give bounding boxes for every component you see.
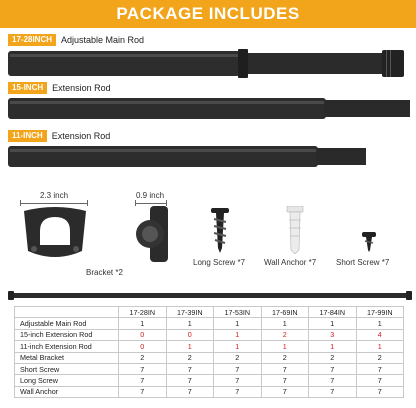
extension-rod-11-image	[8, 144, 412, 170]
table-row	[15, 341, 404, 352]
table-cell: 1	[214, 341, 262, 352]
rod-size-badge: 15-INCH	[8, 82, 47, 94]
long-screw-icon	[208, 208, 232, 254]
table-cell: 3	[309, 329, 357, 340]
depth-dimension-line	[135, 203, 167, 204]
rod-label-main	[8, 34, 144, 46]
table-cell: 7	[119, 375, 167, 386]
rod-name: Adjustable Main Rod	[61, 35, 145, 45]
bracket-front-icon	[20, 205, 90, 265]
table-cell: 2	[309, 352, 357, 363]
width-dimension-line	[20, 203, 88, 204]
table-cell: 7	[309, 363, 357, 374]
rod-size-badge: 17-28INCH	[8, 34, 56, 46]
rod-label-11	[8, 130, 110, 142]
table-cell: 0	[119, 329, 167, 340]
specification-table	[14, 306, 404, 398]
table-cell: 2	[261, 329, 309, 340]
table-row	[15, 329, 404, 340]
column-header: 17-39IN	[166, 307, 214, 318]
wall-anchor-label: Wall Anchor *7	[264, 258, 317, 267]
table-row	[15, 386, 404, 397]
table-cell: 1	[356, 341, 404, 352]
long-screw-label: Long Screw *7	[193, 258, 246, 267]
table-cell: 7	[214, 375, 262, 386]
table-cell: 2	[356, 352, 404, 363]
row-label: Long Screw	[15, 375, 119, 386]
table-cell: 7	[261, 375, 309, 386]
table-cell: 7	[214, 363, 262, 374]
table-cell: 1	[309, 318, 357, 329]
bracket-depth-label: 0.9 inch	[136, 191, 165, 200]
bracket-side-icon	[130, 206, 174, 264]
short-screw-icon	[361, 232, 377, 252]
table-row	[15, 363, 404, 374]
header-banner	[0, 0, 416, 28]
table-cell: 7	[261, 363, 309, 374]
table-cell: 0	[166, 329, 214, 340]
table-cell: 7	[356, 363, 404, 374]
table-cell: 2	[119, 352, 167, 363]
row-label: 15-inch Extension Rod	[15, 329, 119, 340]
column-header: 17-28IN	[119, 307, 167, 318]
table-cell: 7	[214, 386, 262, 397]
table-cell: 1	[214, 329, 262, 340]
table-cell: 1	[261, 318, 309, 329]
row-label: Metal Bracket	[15, 352, 119, 363]
table-cell: 1	[119, 318, 167, 329]
rod-name: Extension Rod	[52, 83, 111, 93]
column-header: 17-84IN	[309, 307, 357, 318]
table-cell: 7	[166, 386, 214, 397]
table-cell: 4	[356, 329, 404, 340]
column-header: 17-69IN	[261, 307, 309, 318]
row-label: 11-inch Extension Rod	[15, 341, 119, 352]
table-cell: 7	[309, 375, 357, 386]
table-cell: 0	[119, 341, 167, 352]
table-row	[15, 352, 404, 363]
row-label: Wall Anchor	[15, 386, 119, 397]
table-cell: 7	[261, 386, 309, 397]
table-cell: 2	[214, 352, 262, 363]
table-cell: 1	[356, 318, 404, 329]
bracket-label: Bracket *2	[86, 268, 123, 277]
table-row	[15, 375, 404, 386]
table-cell: 1	[214, 318, 262, 329]
assembled-rod-image	[8, 290, 412, 302]
table-cell: 2	[261, 352, 309, 363]
rod-size-badge: 11-INCH	[8, 130, 47, 142]
table-row	[15, 318, 404, 329]
row-label: Short Screw	[15, 363, 119, 374]
main-rod-image	[8, 48, 412, 78]
rod-label-15	[8, 82, 111, 94]
table-cell: 1	[261, 341, 309, 352]
rod-name: Extension Rod	[51, 131, 111, 141]
row-label: Adjustable Main Rod	[15, 318, 119, 329]
column-header: 17-99IN	[356, 307, 404, 318]
table-cell: 7	[356, 386, 404, 397]
column-header: 17-53IN	[214, 307, 262, 318]
table-corner-cell	[15, 307, 119, 318]
table-header-row	[15, 307, 404, 318]
table-cell: 1	[309, 341, 357, 352]
table-cell: 1	[166, 318, 214, 329]
table-cell: 7	[166, 375, 214, 386]
table-cell: 7	[309, 386, 357, 397]
table-cell: 2	[166, 352, 214, 363]
table-cell: 7	[119, 386, 167, 397]
table-cell: 7	[119, 363, 167, 374]
extension-rod-15-image	[8, 96, 412, 122]
table-cell: 7	[356, 375, 404, 386]
short-screw-label: Short Screw *7	[336, 258, 390, 267]
wall-anchor-icon	[284, 206, 306, 254]
bracket-width-label: 2.3 inch	[40, 191, 69, 200]
banner-title: PACKAGE INCLUDES	[116, 4, 300, 23]
table-cell: 7	[166, 363, 214, 374]
table-cell: 1	[166, 341, 214, 352]
